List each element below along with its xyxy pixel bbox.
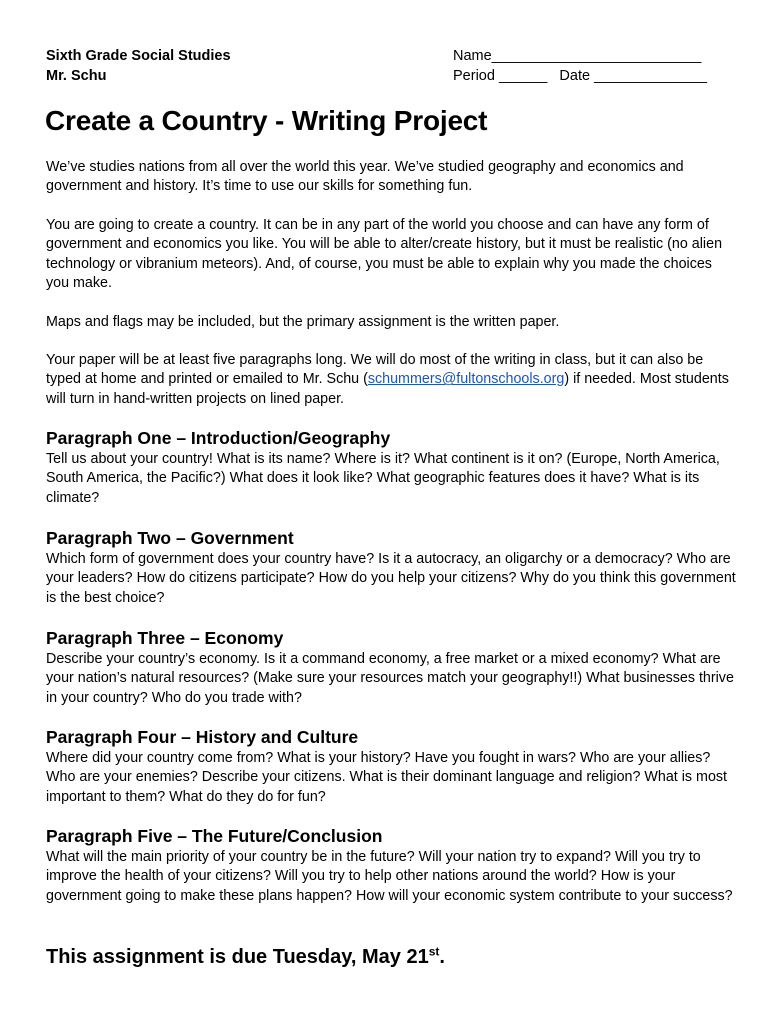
due-date-notice <box>46 943 445 971</box>
intro-p4-after: ) if needed. Most students will turn in hand-written projects on lined paper. <box>46 371 729 407</box>
intro-paragraph-4 <box>46 351 736 409</box>
header-left <box>46 46 231 86</box>
intro-p4-before: Your paper will be at least five paragraphs long. We will do most of the writing in class, but it can also be typed at home and printed or emailed to Mr. Schu ( <box>46 352 704 388</box>
due-ordinal-suffix: st <box>428 944 440 959</box>
section-heading: Paragraph One – Introduction/Geography <box>46 428 391 448</box>
header-right <box>453 46 707 86</box>
intro-paragraph-3: Maps and flags may be included, but the primary assignment is the written paper. <box>46 314 560 330</box>
intro-paragraph-1: We’ve studies nations from all over the world this year. We’ve studied geography and economics and government and history. It’s time to use our skills for something fun. <box>46 159 684 195</box>
section-heading: Paragraph Five – The Future/Conclusion <box>46 826 383 846</box>
section-text: Tell us about your country! What is its name? Where is it? What continent is it on? (Europe, North America, South America, the Pacific?) What does it look like? What geographic features does it have? What is its climate? <box>46 451 720 506</box>
due-period: . <box>439 946 445 968</box>
period-date-line: Period ______ Date ______________ <box>453 68 707 84</box>
teacher-name: Mr. Schu <box>46 68 107 84</box>
teacher-email-link[interactable]: schummers@fultonschools.org <box>367 371 565 388</box>
section-heading: Paragraph Two – Government <box>46 528 294 548</box>
section-text: What will the main priority of your country be in the future? Will your nation try to expand? Will you try to improve the health of your citizens? Will you try to help other nations around the world? How is your government going to make these plans happen? How will your economic system contribute to your success? <box>46 849 733 904</box>
section-heading: Paragraph Three – Economy <box>46 628 284 648</box>
due-text: This assignment is due Tuesday, May 21 <box>46 946 429 968</box>
page-title: Create a Country - Writing Project <box>45 105 488 136</box>
section-text: Describe your country’s economy. Is it a command economy, a free market or a mixed economy? What are your nation’s natural resources? (Make sure your resources match your geography!!) What businesses thrive in your country? Who do you trade with? <box>46 651 734 706</box>
section-heading: Paragraph Four – History and Culture <box>46 727 359 747</box>
name-line: Name__________________________ <box>453 48 702 64</box>
intro-paragraph-2: You are going to create a country. It can be in any part of the world you choose and can have any form of government and economics you like. You will be able to alter/create history, but it must be realistic (no alien technology or vibranium meteors). And, of course, you must be able to explain why you made the choices you make. <box>46 217 723 291</box>
section-text: Where did your country come from? What is your history? Have you fought in wars? Who are your allies? Who are your enemies? Describe your citizens. What is their dominant language and religion? What is most important to them? What do they do for fun? <box>46 750 728 805</box>
course-name: Sixth Grade Social Studies <box>46 48 231 64</box>
section-text: Which form of government does your country have? Is it a autocracy, an oligarchy or a democracy? Who are your leaders? How do citizens participate? How do you help your citizens? Why do you think this government is the best choice? <box>46 551 736 606</box>
